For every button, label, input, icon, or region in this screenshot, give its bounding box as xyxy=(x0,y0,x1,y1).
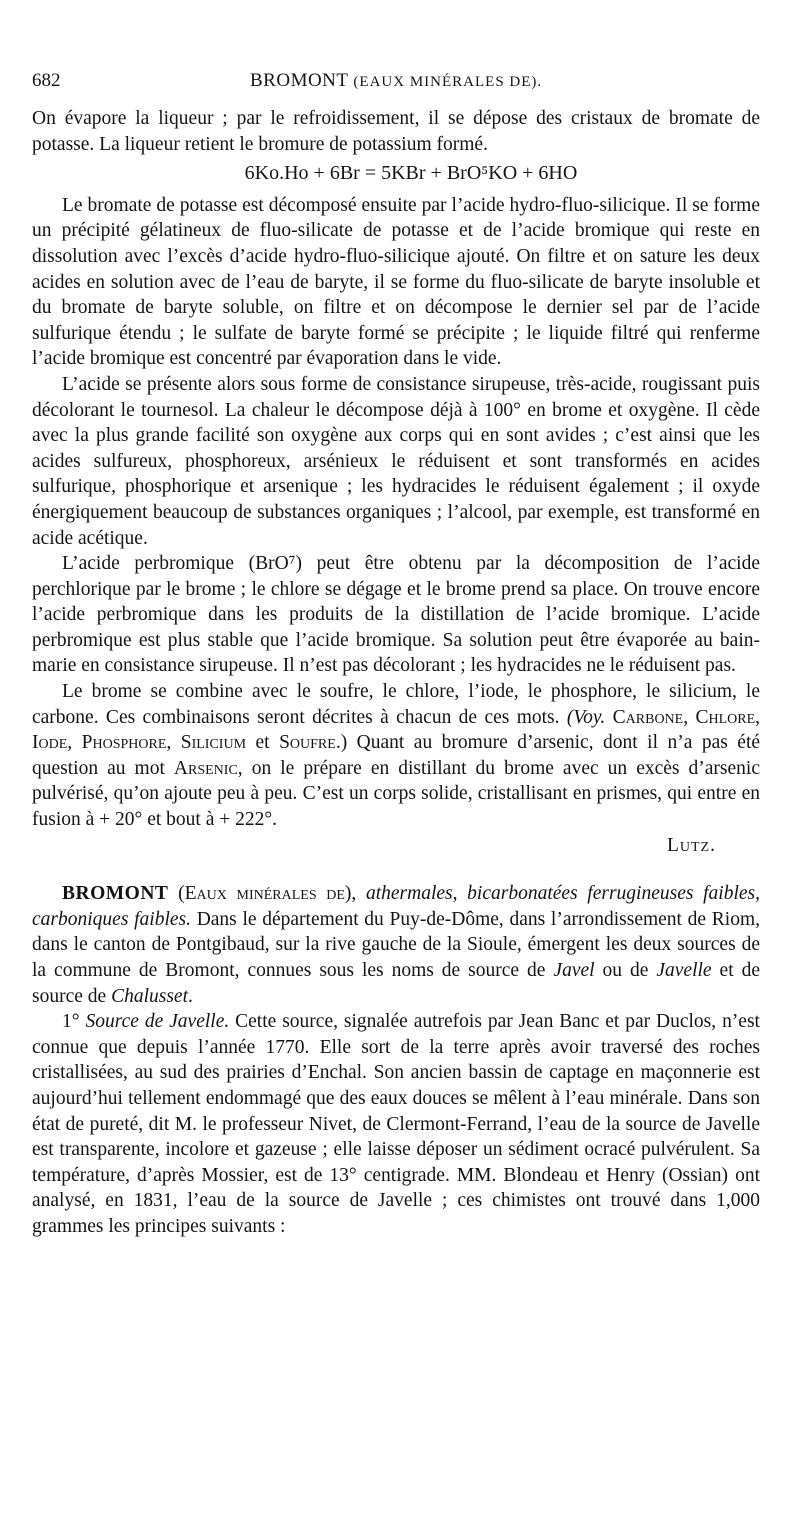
cross-ref-soufre: Soufre xyxy=(279,732,336,754)
source-name-javelle: Javelle xyxy=(656,960,712,981)
text-run: . xyxy=(188,985,193,1007)
cross-ref-silicium: Silicium xyxy=(180,732,247,754)
text-run: ou de xyxy=(594,960,657,981)
running-title xyxy=(250,70,542,92)
cross-ref-carbone: Carbone xyxy=(612,706,684,728)
chemical-formula: 6Ko.Ho + 6Br = 5KBr + BrO⁵KO + 6HO xyxy=(244,162,578,185)
running-title-sub: (EAUX MINÉRALES DE). xyxy=(353,74,543,90)
source-name-chalusset: Chalusset xyxy=(111,985,188,1007)
paragraph-bromate: Le bromate de potasse est décomposé ensuite par l’acide hydro-fluo-silicique. Il se forme un précipité gélatineux de fluo-silicate de potasse et de l’acide bromique qui reste en dissolution avec l’excès d’acide hydro-fluo-silicique ajouté. On filtre et on sature les deux acides en solution avec de l’eau de baryte, il se forme du fluo-silicate de baryte insoluble et du bromate de baryte soluble, on filtre et on décompose le dernier sel par de l’acide sulfurique étendu ; le sulfate de baryte formé se précipite ; le liquide filtré qui renferme l’acide bromique est concentré par évaporation dans le vide. xyxy=(32,194,760,370)
text-run: et de source de xyxy=(32,960,761,1007)
author-signature: Lutz. xyxy=(666,834,716,856)
paragraph-source-javelle xyxy=(32,1009,760,1239)
paragraph-perbromic-acid: L’acide perbromique (BrO⁷) peut être obtenu par la décomposition de l’acide perchlorique par le brome ; le chlore se dégage et le brome prend sa place. On trouve encore l’acide perbromique dans les produits de la distillation de l’acide bromique. L’acide perbromique est plus stable que l’acide bromique. Sa solution peut être évaporée au bain-marie en consistance sirupeuse. Il n’est pas décolorant ; les hydracides ne le réduisent pas. xyxy=(32,553,760,677)
article-body xyxy=(32,106,760,1240)
page-number: 682 xyxy=(32,70,61,91)
text-run: .) Quant au bromure d’arsenic, dont il n’a pas été question au mot xyxy=(32,732,761,779)
text-run: Cette source, signalée autrefois par Jean Banc et par Duclos, n’est connue que depuis l’année 1770. Elle sort de la terre après avoir traversé des roches cristallisées, au sud des prairies d’Enchal. Son ancien bassin de captage en maçonnerie est aujourd’hui tellement endommagé que des eaux douces se mêlent à l’eau minérale. Dans son état de pureté, dit M. le professeur Nivet, de Clermont-Ferrand, l’eau de la source de Javelle est transparente, incolore et gazeuse ; elle laisse déposer un sédiment ocracé pulvérulent. Sa température, d’après Mossier, est de 13° centigrade. MM. Blondeau et Henry (Ossian) ont analysé, en 1831, l’eau de la source de Javelle ; ces chimistes ont trouvé dans 1,000 grammes les principes suivants : xyxy=(32,1011,760,1237)
text-run: , on le prépare en distillant du brome avec un excès d’arsenic pulvérisé, qu’on ajoute peu à peu. C’est un corps solide, cristallisant en prismes, qui entre en fusion à + 20° et bout à + 222°. xyxy=(32,757,760,831)
cross-ref-phosphore: Phosphore xyxy=(81,732,167,754)
entry-headword: BROMONT xyxy=(62,883,169,905)
section-title: Source de Javelle. xyxy=(85,1011,230,1033)
paragraph-acid-properties: L’acide se présente alors sous forme de consistance sirupeuse, très-acide, rougissant puis décolorant le tournesol. La chaleur le décompose déjà à 100° en brome et oxygène. Il cède avec la plus grande facilité son oxygène aux corps qui en sont avides ; c’est ainsi que les acides sulfureux, phosphoreux, arsénieux le réduisent et sont transformés en acides sulfurique, phosphorique et arsenique ; les hydracides le réduisent également ; il oxyde énergiquement beaucoup de substances organiques ; l’alcool, par exemple, est transformé en acide acétique. xyxy=(32,373,760,549)
text-run: Le brome se combine avec le soufre, le chlore, l’iode, le phosphore, le silicium, le carbone. Ces combinaisons seront décrites à chacun de ces mots. xyxy=(32,681,760,728)
running-title-main: BROMONT xyxy=(250,70,349,91)
source-name-javel: Javel xyxy=(553,960,595,981)
section-gap xyxy=(32,858,760,881)
entry-headword-sub: (Eaux minérales de), xyxy=(178,883,357,905)
entry-bromont xyxy=(32,881,760,1009)
running-header xyxy=(32,70,760,100)
entry-qualifiers: athermales, bicarbonatées ferrugineuses faibles, carboniques faibles. xyxy=(32,883,760,930)
cross-ref-chlore: Chlore xyxy=(695,706,756,728)
paragraph-combinations: Le brome se combine avec le soufre, le chlore, l’iode, le phosphore, le silicium, le carbone. Ces combinaisons seront décrites à chacun de ces mots. (Voy. Carbone, Chlore, Iode, Phosphore, Silicium et Soufre.) Quant au bromure d’arsenic, dont il n’a pas été question au mot Arsenic, on le prépare en distillant du brome avec un excès d’arsenic pulvérisé, qu’on ajoute peu à peu. C’est un corps solide, cristallisant en prismes, qui entre en fusion à + 20° et bout à + 222°. xyxy=(32,681,761,831)
section-number: 1° xyxy=(62,1011,86,1033)
paragraph-evaporation: On évapore la liqueur ; par le refroidissement, il se dépose des cristaux de bromate de potasse. La liqueur retient le bromure de potassium formé. xyxy=(32,108,760,155)
text-run: Dans le département du Puy-de-Dôme, dans l’arrondissement de Riom, dans le canton de Pontgibaud, sur la rive gauche de la Sioule, émergent les deux sources de la commune de Bromont, connues sous les noms de source de xyxy=(32,908,760,981)
cross-ref-iode: Iode xyxy=(32,732,68,754)
text-run: et xyxy=(255,732,270,754)
cross-ref-arsenic: Arsenic xyxy=(173,757,238,779)
cross-ref-voy: (Voy. xyxy=(566,706,606,728)
